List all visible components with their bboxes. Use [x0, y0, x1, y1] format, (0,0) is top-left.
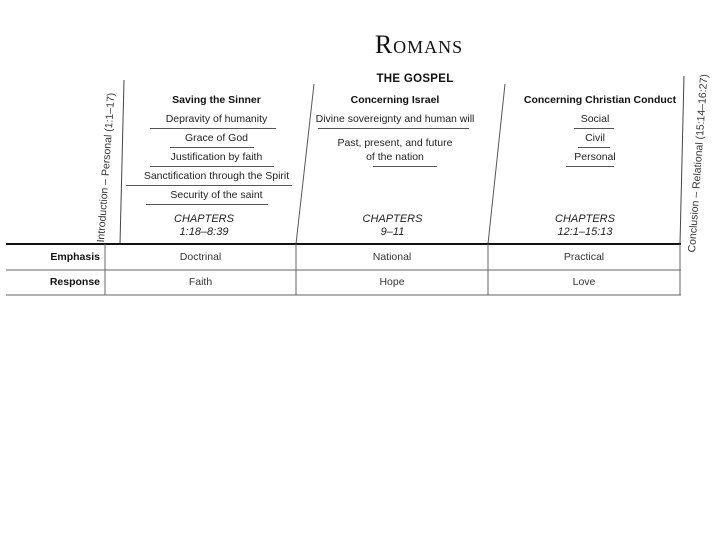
- underline: [373, 166, 437, 167]
- list-item: Sanctification through the Spirit: [143, 170, 290, 182]
- list-item: Security of the saint: [170, 189, 263, 201]
- underline: [150, 166, 274, 167]
- table-cell: National: [372, 251, 412, 263]
- chapters-label: CHAPTERS: [174, 213, 234, 225]
- intro-label: Introduction – Personal (1:1–17): [95, 92, 118, 243]
- table-cell: Faith: [188, 276, 213, 288]
- column-heading-saving: Saving the Sinner: [172, 94, 261, 106]
- underline: [578, 147, 610, 148]
- list-item: Civil: [585, 132, 605, 144]
- underline: [170, 147, 254, 148]
- underline: [146, 204, 268, 205]
- row-label-emphasis: Emphasis: [50, 251, 100, 263]
- row-label-response: Response: [49, 276, 100, 288]
- main-heading: THE GOSPEL: [376, 73, 454, 85]
- underline: [566, 166, 614, 167]
- list-item: Depravity of humanity: [165, 113, 268, 125]
- underline: [126, 185, 292, 186]
- chapters-label: CHAPTERS: [362, 213, 423, 225]
- chapters-range: 9–11: [380, 226, 405, 238]
- table-cell: Practical: [563, 251, 605, 263]
- underline: [318, 128, 469, 129]
- chapters-label: CHAPTERS: [555, 213, 615, 225]
- column-heading-israel: Concerning Israel: [350, 94, 440, 106]
- list-item: Past, present, and future: [337, 137, 453, 149]
- list-item: Justification by faith: [170, 151, 263, 163]
- list-item: Divine sovereignty and human will: [315, 113, 475, 125]
- conclusion-label: Conclusion – Relational (15:14–16:27): [686, 73, 711, 253]
- list-item: Personal: [574, 151, 616, 163]
- chapters-range: 12:1–15:13: [557, 226, 613, 238]
- chart-title: Romans: [374, 30, 464, 59]
- table-cell: Doctrinal: [179, 251, 222, 263]
- underline: [150, 128, 276, 129]
- column-heading-conduct: Concerning Christian Conduct: [523, 94, 677, 106]
- chapters-range: 1:18–8:39: [179, 226, 229, 238]
- table-cell: Love: [572, 276, 596, 288]
- underline: [574, 128, 614, 129]
- list-item: Social: [580, 113, 610, 125]
- list-item: of the nation: [366, 151, 424, 163]
- list-item: Grace of God: [184, 132, 249, 144]
- table-cell: Hope: [379, 276, 405, 288]
